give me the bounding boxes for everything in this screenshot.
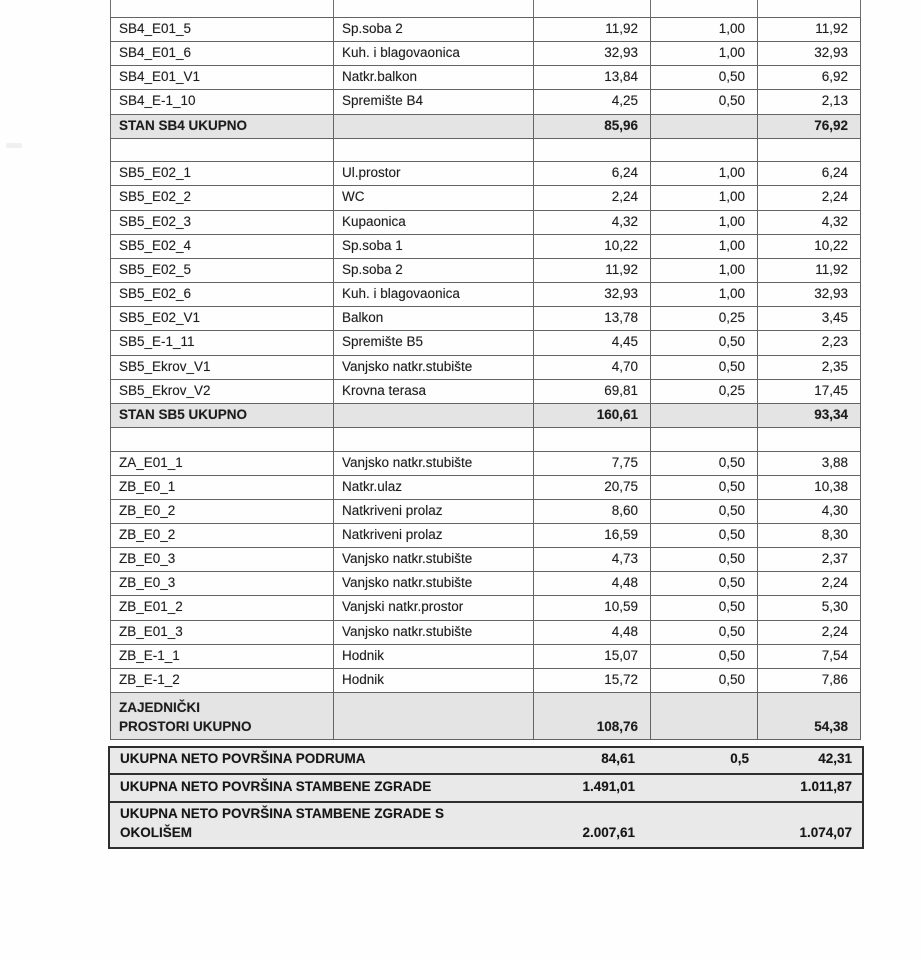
summary-reduced-area-cell: 1.011,87 xyxy=(758,774,863,802)
empty-cell xyxy=(758,428,861,452)
name-cell: Vanjsko natkr.stubište xyxy=(334,451,534,475)
name-cell: Spremište B4 xyxy=(334,90,534,114)
reduced-area-cell: 10,38 xyxy=(758,475,861,499)
reduced-area-cell: 32,93 xyxy=(758,283,861,307)
empty-cell xyxy=(111,428,334,452)
total-row xyxy=(111,693,861,740)
area-cell: 10,59 xyxy=(534,596,651,620)
coefficient-cell: 0,50 xyxy=(651,548,758,572)
name-cell: Vanjsko natkr.stubište xyxy=(334,355,534,379)
reduced-area-cell: 2,24 xyxy=(758,186,861,210)
table-row xyxy=(111,620,861,644)
reduced-area-cell: 4,32 xyxy=(758,210,861,234)
code-cell: SB5_E02_2 xyxy=(111,186,334,210)
code-cell: ZB_E-1_1 xyxy=(111,644,334,668)
reduced-area-cell: 93,34 xyxy=(758,403,861,427)
grid-line xyxy=(533,0,534,17)
area-cell: 4,25 xyxy=(534,90,651,114)
code-cell: SB5_E02_5 xyxy=(111,258,334,282)
code-cell: ZB_E0_2 xyxy=(111,499,334,523)
code-cell: SB5_Ekrov_V2 xyxy=(111,379,334,403)
name-cell: Krovna terasa xyxy=(334,379,534,403)
name-cell: WC xyxy=(334,186,534,210)
reduced-area-cell: 2,24 xyxy=(758,572,861,596)
area-cell: 13,84 xyxy=(534,66,651,90)
name-cell: Vanjski natkr.prostor xyxy=(334,596,534,620)
table-row xyxy=(111,451,861,475)
name-cell: Natkr.ulaz xyxy=(334,475,534,499)
area-cell: 13,78 xyxy=(534,307,651,331)
table-row xyxy=(111,572,861,596)
name-cell: Spremište B5 xyxy=(334,331,534,355)
name-cell: Vanjsko natkr.stubište xyxy=(334,620,534,644)
coefficient-cell xyxy=(651,114,758,138)
area-cell: 16,59 xyxy=(534,523,651,547)
table-row xyxy=(111,331,861,355)
reduced-area-cell: 6,92 xyxy=(758,66,861,90)
code-cell: ZB_E01_2 xyxy=(111,596,334,620)
empty-cell xyxy=(334,138,534,162)
area-cell: 108,76 xyxy=(534,693,651,740)
table-row xyxy=(111,90,861,114)
table-row xyxy=(111,379,861,403)
code-cell: SB4_E-1_10 xyxy=(111,90,334,114)
code-cell: SB5_E02_V1 xyxy=(111,307,334,331)
name-cell: Vanjsko natkr.stubište xyxy=(334,548,534,572)
coefficient-cell: 1,00 xyxy=(651,210,758,234)
coefficient-cell: 1,00 xyxy=(651,42,758,66)
scan-artifact xyxy=(6,143,22,148)
code-cell: ZB_E0_1 xyxy=(111,475,334,499)
empty-cell xyxy=(758,138,861,162)
coefficient-cell: 0,50 xyxy=(651,499,758,523)
area-cell: 2,24 xyxy=(534,186,651,210)
reduced-area-cell: 2,35 xyxy=(758,355,861,379)
reduced-area-cell: 2,13 xyxy=(758,90,861,114)
code-cell: SB4_E01_V1 xyxy=(111,66,334,90)
table-row xyxy=(111,475,861,499)
reduced-area-cell: 4,30 xyxy=(758,499,861,523)
coefficient-cell: 1,00 xyxy=(651,283,758,307)
area-cell: 8,60 xyxy=(534,499,651,523)
summary-reduced-area-cell: 42,31 xyxy=(758,747,863,774)
table-row xyxy=(111,523,861,547)
reduced-area-cell: 7,54 xyxy=(758,644,861,668)
area-cell: 69,81 xyxy=(534,379,651,403)
reduced-area-cell: 3,45 xyxy=(758,307,861,331)
table-row xyxy=(111,162,861,186)
code-cell: ZA_E01_1 xyxy=(111,451,334,475)
name-cell: Natkr.balkon xyxy=(334,66,534,90)
code-cell: SB4_E01_5 xyxy=(111,18,334,42)
coefficient-cell: 0,50 xyxy=(651,331,758,355)
area-cell: 20,75 xyxy=(534,475,651,499)
summary-area-cell: 2.007,61 xyxy=(534,802,651,848)
reduced-area-cell: 11,92 xyxy=(758,258,861,282)
table-row xyxy=(111,499,861,523)
reduced-area-cell: 2,37 xyxy=(758,548,861,572)
empty-cell xyxy=(534,428,651,452)
name-cell: Natkriveni prolaz xyxy=(334,523,534,547)
reduced-area-cell: 5,30 xyxy=(758,596,861,620)
table-row xyxy=(111,258,861,282)
coefficient-cell: 0,50 xyxy=(651,355,758,379)
coefficient-cell: 0,50 xyxy=(651,620,758,644)
table-row xyxy=(111,234,861,258)
summary-label-cell: UKUPNA NETO POVRŠINA STAMBENE ZGRADE S OKOLIŠEM xyxy=(109,802,534,848)
summary-row xyxy=(109,802,863,848)
reduced-area-cell: 54,38 xyxy=(758,693,861,740)
summary-coefficient-cell xyxy=(651,774,758,802)
code-cell: ZB_E-1_2 xyxy=(111,668,334,692)
coefficient-cell: 0,50 xyxy=(651,596,758,620)
name-cell xyxy=(334,403,534,427)
total-row xyxy=(111,114,861,138)
coefficient-cell: 0,25 xyxy=(651,379,758,403)
total-label-cell: STAN SB4 UKUPNO xyxy=(111,114,334,138)
coefficient-cell: 0,50 xyxy=(651,475,758,499)
area-cell: 4,45 xyxy=(534,331,651,355)
reduced-area-cell: 10,22 xyxy=(758,234,861,258)
coefficient-cell: 0,50 xyxy=(651,572,758,596)
total-label-cell: STAN SB5 UKUPNO xyxy=(111,403,334,427)
code-cell: ZB_E0_2 xyxy=(111,523,334,547)
name-cell xyxy=(334,693,534,740)
area-cell: 11,92 xyxy=(534,18,651,42)
code-cell: SB5_E02_4 xyxy=(111,234,334,258)
summary-area-cell: 84,61 xyxy=(534,747,651,774)
name-cell: Sp.soba 2 xyxy=(334,258,534,282)
coefficient-cell xyxy=(651,403,758,427)
areas-table xyxy=(110,17,861,740)
area-cell: 4,32 xyxy=(534,210,651,234)
coefficient-cell: 0,50 xyxy=(651,644,758,668)
spacer-row xyxy=(111,138,861,162)
name-cell: Ul.prostor xyxy=(334,162,534,186)
coefficient-cell: 1,00 xyxy=(651,162,758,186)
summary-coefficient-cell xyxy=(651,802,758,848)
area-cell: 7,75 xyxy=(534,451,651,475)
table-row xyxy=(111,644,861,668)
table-row xyxy=(111,307,861,331)
coefficient-cell: 1,00 xyxy=(651,258,758,282)
area-cell: 4,70 xyxy=(534,355,651,379)
table-row xyxy=(111,283,861,307)
code-cell: SB5_Ekrov_V1 xyxy=(111,355,334,379)
coefficient-cell: 0,25 xyxy=(651,307,758,331)
code-cell: SB5_E-1_11 xyxy=(111,331,334,355)
empty-cell xyxy=(534,138,651,162)
summary-reduced-area-cell: 1.074,07 xyxy=(758,802,863,848)
code-cell: SB5_E02_3 xyxy=(111,210,334,234)
coefficient-cell: 1,00 xyxy=(651,18,758,42)
code-cell: SB4_E01_6 xyxy=(111,42,334,66)
coefficient-cell: 0,50 xyxy=(651,523,758,547)
table-row xyxy=(111,18,861,42)
table-row xyxy=(111,355,861,379)
name-cell: Sp.soba 1 xyxy=(334,234,534,258)
coefficient-cell: 0,50 xyxy=(651,668,758,692)
area-cell: 160,61 xyxy=(534,403,651,427)
total-row xyxy=(111,403,861,427)
area-cell: 4,48 xyxy=(534,620,651,644)
grid-line xyxy=(860,0,861,17)
code-cell: SB5_E02_6 xyxy=(111,283,334,307)
spacer-row xyxy=(111,428,861,452)
reduced-area-cell: 7,86 xyxy=(758,668,861,692)
name-cell: Kuh. i blagovaonica xyxy=(334,42,534,66)
summary-row xyxy=(109,747,863,774)
table-row xyxy=(111,596,861,620)
grid-line xyxy=(757,0,758,17)
table-row xyxy=(111,66,861,90)
name-cell: Kuh. i blagovaonica xyxy=(334,283,534,307)
area-cell: 6,24 xyxy=(534,162,651,186)
coefficient-cell: 1,00 xyxy=(651,234,758,258)
totals-summary-table xyxy=(108,746,864,849)
grid-line xyxy=(333,0,334,17)
reduced-area-cell: 17,45 xyxy=(758,379,861,403)
empty-cell xyxy=(651,138,758,162)
summary-coefficient-cell: 0,5 xyxy=(651,747,758,774)
name-cell: Natkriveni prolaz xyxy=(334,499,534,523)
summary-label-cell: UKUPNA NETO POVRŠINA STAMBENE ZGRADE xyxy=(109,774,534,802)
reduced-area-cell: 3,88 xyxy=(758,451,861,475)
code-cell: ZB_E01_3 xyxy=(111,620,334,644)
reduced-area-cell: 6,24 xyxy=(758,162,861,186)
coefficient-cell: 0,50 xyxy=(651,90,758,114)
name-cell: Balkon xyxy=(334,307,534,331)
name-cell: Vanjsko natkr.stubište xyxy=(334,572,534,596)
area-cell: 4,73 xyxy=(534,548,651,572)
area-cell: 85,96 xyxy=(534,114,651,138)
name-cell: Hodnik xyxy=(334,644,534,668)
coefficient-cell: 1,00 xyxy=(651,186,758,210)
area-cell: 32,93 xyxy=(534,42,651,66)
area-cell: 10,22 xyxy=(534,234,651,258)
area-cell: 15,72 xyxy=(534,668,651,692)
area-cell: 11,92 xyxy=(534,258,651,282)
coefficient-cell: 0,50 xyxy=(651,66,758,90)
area-cell: 4,48 xyxy=(534,572,651,596)
reduced-area-cell: 11,92 xyxy=(758,18,861,42)
empty-cell xyxy=(334,428,534,452)
reduced-area-cell: 76,92 xyxy=(758,114,861,138)
empty-cell xyxy=(111,138,334,162)
grid-line xyxy=(650,0,651,17)
summary-row xyxy=(109,774,863,802)
reduced-area-cell: 8,30 xyxy=(758,523,861,547)
name-cell: Sp.soba 2 xyxy=(334,18,534,42)
code-cell: SB5_E02_1 xyxy=(111,162,334,186)
table-row xyxy=(111,548,861,572)
table-row xyxy=(111,668,861,692)
code-cell: ZB_E0_3 xyxy=(111,572,334,596)
table-row xyxy=(111,210,861,234)
name-cell: Kupaonica xyxy=(334,210,534,234)
name-cell xyxy=(334,114,534,138)
table-row xyxy=(111,186,861,210)
grid-line xyxy=(110,0,111,17)
cutoff-row-stub xyxy=(110,0,861,17)
table-row xyxy=(111,42,861,66)
coefficient-cell: 0,50 xyxy=(651,451,758,475)
area-cell: 32,93 xyxy=(534,283,651,307)
reduced-area-cell: 2,23 xyxy=(758,331,861,355)
name-cell: Hodnik xyxy=(334,668,534,692)
total-label-cell: ZAJEDNIČKI PROSTORI UKUPNO xyxy=(111,693,334,740)
reduced-area-cell: 32,93 xyxy=(758,42,861,66)
area-cell: 15,07 xyxy=(534,644,651,668)
summary-area-cell: 1.491,01 xyxy=(534,774,651,802)
coefficient-cell xyxy=(651,693,758,740)
code-cell: ZB_E0_3 xyxy=(111,548,334,572)
reduced-area-cell: 2,24 xyxy=(758,620,861,644)
summary-label-cell: UKUPNA NETO POVRŠINA PODRUMA xyxy=(109,747,534,774)
empty-cell xyxy=(651,428,758,452)
